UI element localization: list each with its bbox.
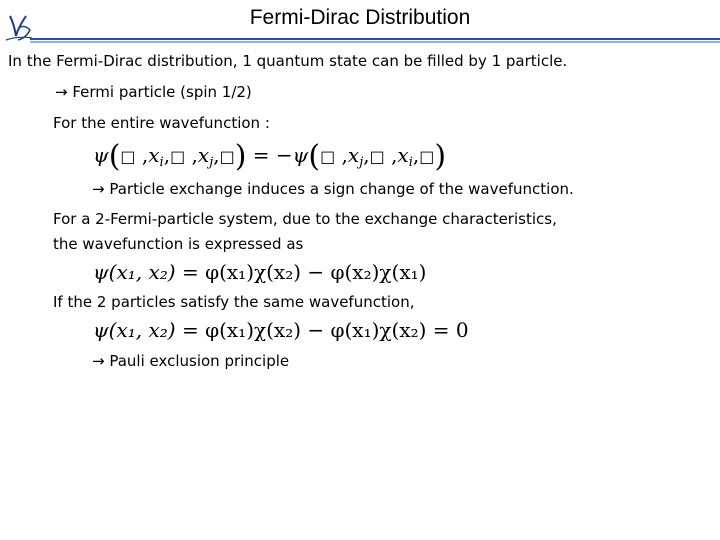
same-wavefunction-text: If the 2 particles satisfy the same wavefunction, <box>53 293 415 311</box>
psi-symbol: ψ <box>292 143 309 167</box>
title-rule-light <box>30 41 720 43</box>
equation-lhs: ψ(x₁, x₂) <box>93 260 176 284</box>
placeholder-box: □ <box>320 147 336 166</box>
placeholder-box: □ <box>219 147 235 166</box>
x-symbol: x <box>148 143 160 167</box>
paren: ) <box>434 139 447 174</box>
x-symbol: x <box>347 143 360 167</box>
comma: , <box>341 143 348 167</box>
index-i: i <box>408 155 413 170</box>
comma: , <box>163 143 171 167</box>
placeholder-box: □ <box>120 147 136 166</box>
title-rule-dark <box>30 38 720 40</box>
vanishing-wavefunction-equation <box>93 318 469 342</box>
comma: , <box>213 143 220 167</box>
two-particle-wavefunction-equation <box>93 260 426 284</box>
x-symbol: x <box>197 143 210 167</box>
index-j: j <box>209 155 214 170</box>
index-j: j <box>359 155 364 170</box>
equation-lhs: ψ(x₁, x₂) <box>93 318 176 342</box>
antisymmetry-equation <box>93 139 447 174</box>
placeholder-box: □ <box>419 147 435 166</box>
expressed-as-text: the wavefunction is expressed as <box>53 235 304 253</box>
index-i: i <box>159 155 164 170</box>
fermi-particle-text: → Fermi particle (spin 1/2) <box>55 83 252 101</box>
paren: ( <box>308 139 321 174</box>
sign-change-text: → Particle exchange induces a sign change of the wavefunction. <box>92 180 574 198</box>
placeholder-box: □ <box>369 147 385 166</box>
entire-wavefunction-text: For the entire wavefunction : <box>53 114 270 132</box>
paren: ) <box>234 139 247 174</box>
equals-minus: = − <box>252 143 293 167</box>
equation-rhs: = φ(x₁)χ(x₂) − φ(x₂)χ(x₁) <box>181 260 427 284</box>
x-symbol: x <box>397 143 409 167</box>
comma: , <box>412 143 420 167</box>
equation-rhs: = φ(x₁)χ(x₂) − φ(x₁)χ(x₂) = 0 <box>181 318 469 342</box>
intro-text: In the Fermi-Dirac distribution, 1 quantum state can be filled by 1 particle. <box>8 52 568 70</box>
comma: , <box>141 143 149 167</box>
placeholder-box: □ <box>170 147 186 166</box>
psi-symbol: ψ <box>93 143 109 167</box>
pauli-exclusion-text: → Pauli exclusion principle <box>92 352 290 370</box>
page-title: Fermi-Dirac Distribution <box>249 6 471 29</box>
comma: , <box>191 143 198 167</box>
comma: , <box>363 143 370 167</box>
two-particle-text: For a 2-Fermi-particle system, due to the exchange characteristics, <box>53 210 557 228</box>
paren: ( <box>108 139 121 174</box>
comma: , <box>391 143 398 167</box>
